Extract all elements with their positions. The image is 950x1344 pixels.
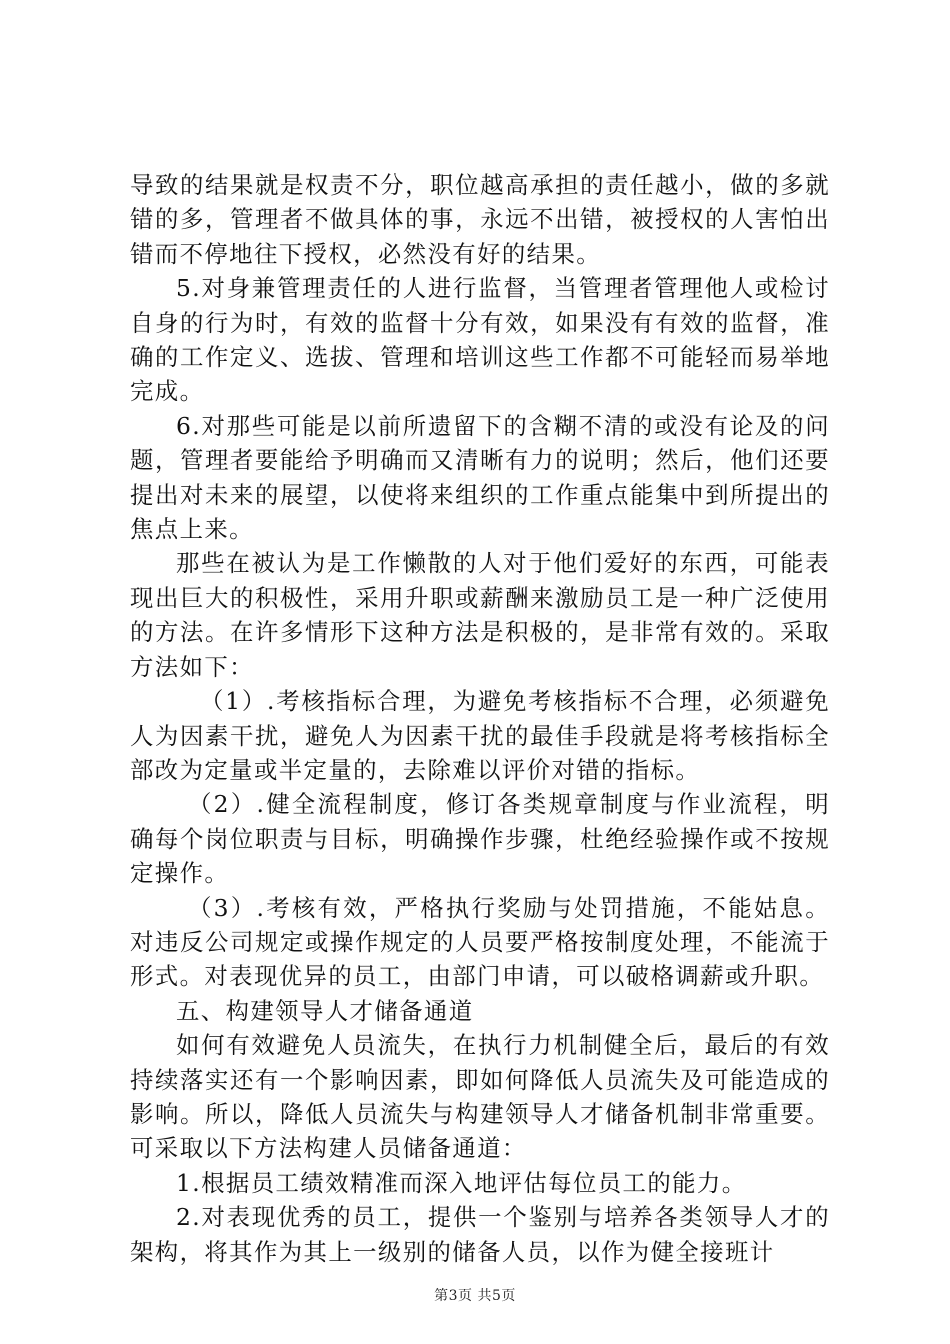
paragraph-11: 2.对表现优秀的员工，提供一个鉴别与培养各类领导人才的架构，将其作为其上一级别的储备人员，以作为健全接班计: [130, 1203, 830, 1266]
paragraph-10: 1.根据员工绩效精准而深入地评估每位员工的能力。: [176, 1168, 747, 1197]
paragraph-6: （2）.健全流程制度，修订各类规章制度与作业流程，明确每个岗位职责与目标，明确操作步骤，杜绝经验操作或不按规定操作。: [130, 790, 830, 888]
document-body: [130, 168, 830, 1269]
page-number-footer: 第3页 共5页: [434, 1288, 516, 1304]
paragraph-4: 那些在被认为是工作懒散的人对于他们爱好的东西，可能表现出巨大的积极性，采用升职或薪酬来激励员工是一种广泛使用的方法。在许多情形下这种方法是积极的，是非常有效的。采取方法如下：: [130, 549, 830, 681]
paragraph-9: 如何有效避免人员流失，在执行力机制健全后，最后的有效持续落实还有一个影响因素，即如何降低人员流失及可能造成的影响。所以，降低人员流失与构建领导人才储备机制非常重要。可采取以下方法构建人员储备通道：: [130, 1031, 830, 1163]
section-heading: 五、构建领导人才储备通道: [176, 996, 474, 1025]
paragraph-5: （1）.考核指标合理，为避免考核指标不合理，必须避免人为因素干扰，避免人为因素干扰的最佳手段就是将考核指标全部改为定量或半定量的，去除难以评价对错的指标。: [130, 687, 830, 784]
paragraph-7: （3）.考核有效，严格执行奖励与处罚措施，不能姑息。对违反公司规定或操作规定的人员要严格按制度处理，不能流于形式。对表现优异的员工，由部门申请，可以破格调薪或升职。: [130, 893, 830, 991]
paragraph-1: 导致的结果就是权责不分，职位越高承担的责任越小，做的多就错的多，管理者不做具体的事，永远不出错，被授权的人害怕出错而不停地往下授权，必然没有好的结果。: [130, 171, 830, 268]
paragraph-2: 5.对身兼管理责任的人进行监督，当管理者管理他人或检讨自身的行为时，有效的监督十分有效，如果没有有效的监督，准确的工作定义、选拔、管理和培训这些工作都不可能轻而易举地完成。: [130, 274, 830, 406]
paragraph-3: 6.对那些可能是以前所遗留下的含糊不清的或没有论及的问题，管理者要能给予明确而又清晰有力的说明；然后，他们还要提出对未来的展望，以使将来组织的工作重点能集中到所提出的焦点上来。: [130, 411, 830, 544]
